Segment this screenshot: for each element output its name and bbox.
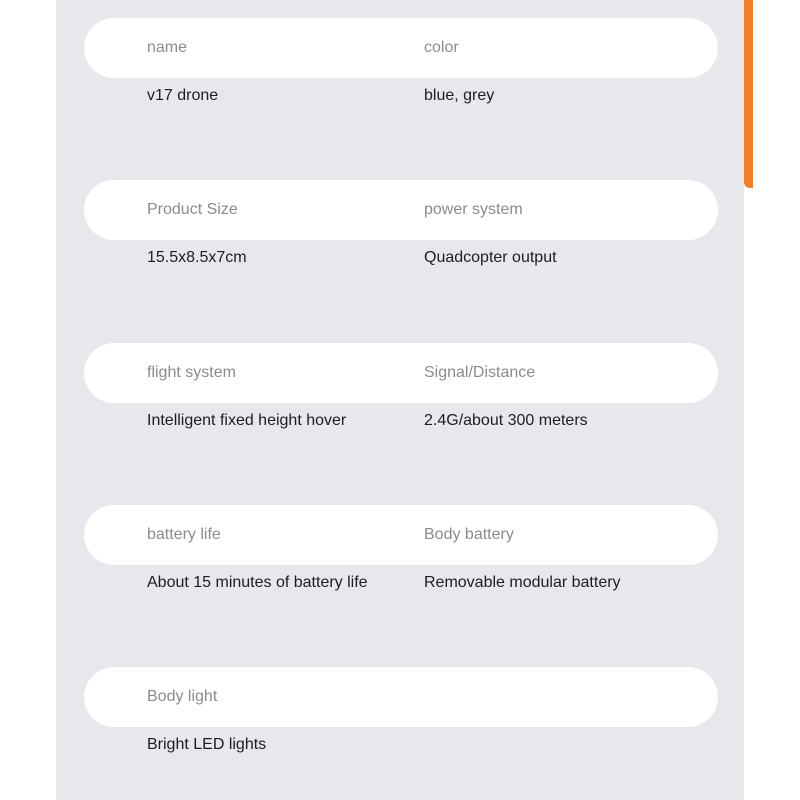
spec-value: v17 drone <box>147 87 219 104</box>
spec-label: Signal/Distance <box>424 364 536 381</box>
spec-value: Quadcopter output <box>424 249 557 266</box>
spec-label: color <box>424 39 459 56</box>
spec-value: About 15 minutes of battery life <box>147 574 368 591</box>
accent-bar <box>744 0 753 188</box>
spec-label: name <box>147 39 188 56</box>
spec-value: 2.4G/about 300 meters <box>424 412 588 429</box>
spec-label: Body light <box>147 688 218 705</box>
spec-value: Bright LED lights <box>147 736 267 753</box>
spec-value: blue, grey <box>424 87 495 104</box>
spec-label: flight system <box>147 364 236 381</box>
spec-label: Body battery <box>424 526 514 543</box>
spec-value: 15.5x8.5x7cm <box>147 249 247 266</box>
spec-label: battery life <box>147 526 221 543</box>
spec-value: Removable modular battery <box>424 574 621 591</box>
spec-label: power system <box>424 201 523 218</box>
spec-value: Intelligent fixed height hover <box>147 412 347 429</box>
spec-label: Product Size <box>147 201 238 218</box>
